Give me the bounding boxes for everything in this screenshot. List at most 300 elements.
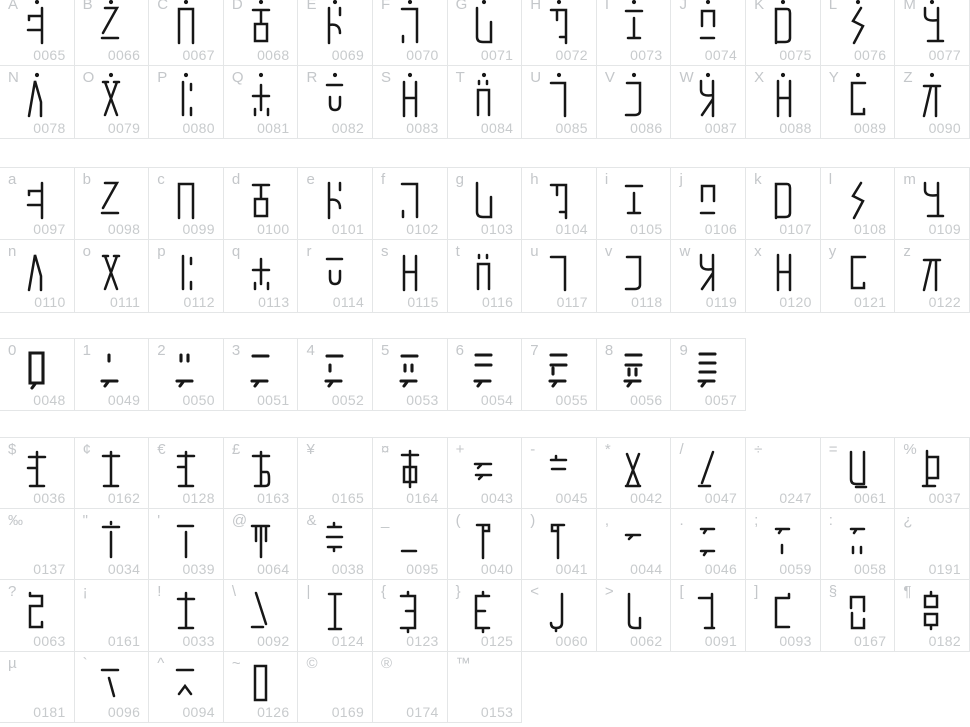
char-label: : <box>828 511 833 529</box>
char-glyph <box>240 343 282 395</box>
char-glyph <box>240 0 282 49</box>
char-label: Q <box>231 69 244 86</box>
char-cell-0118 <box>597 240 672 313</box>
char-code: 0047 <box>704 489 738 506</box>
char-label: o <box>82 243 91 260</box>
char-code: 0038 <box>331 561 365 577</box>
char-code: 0063 <box>33 632 66 649</box>
char-code: 0115 <box>407 294 439 310</box>
char-glyph <box>613 0 655 49</box>
char-cell-0125 <box>448 580 523 652</box>
char-code: 0174 <box>406 704 439 720</box>
char-label: ) <box>530 511 536 529</box>
char-cell-0074 <box>671 0 746 66</box>
char-cell-0053 <box>373 338 448 411</box>
char-glyph <box>165 343 207 395</box>
char-glyph <box>16 442 58 494</box>
char-label: µ <box>8 654 17 672</box>
char-label: H <box>530 0 542 13</box>
char-code: 0052 <box>331 392 365 408</box>
char-label: , <box>604 511 610 529</box>
char-label: ^ <box>157 654 165 672</box>
char-glyph <box>911 172 953 224</box>
char-code: 0033 <box>182 632 215 649</box>
char-code: 0088 <box>779 120 812 136</box>
char-glyph <box>16 343 58 395</box>
char-label: v <box>604 243 613 260</box>
char-cell-0039 <box>149 509 224 581</box>
char-label: = <box>828 441 838 458</box>
char-glyph <box>463 584 505 636</box>
char-glyph <box>389 343 431 395</box>
char-code: 0053 <box>406 392 439 408</box>
char-code: 0109 <box>928 221 961 237</box>
char-code: 0153 <box>480 704 514 720</box>
char-glyph <box>90 442 132 494</box>
char-label: 0 <box>8 342 17 359</box>
char-glyph <box>240 442 282 494</box>
digits-section <box>0 338 970 411</box>
char-glyph <box>90 70 132 122</box>
char-label: [ <box>679 583 684 600</box>
char-code: 0114 <box>332 294 365 310</box>
char-glyph <box>389 172 431 224</box>
char-code: 0064 <box>257 561 290 577</box>
char-cell-0042 <box>597 437 672 509</box>
char-code: 0089 <box>853 120 887 136</box>
char-row <box>0 66 970 139</box>
char-cell-0181 <box>0 652 75 724</box>
char-label: ] <box>754 583 759 600</box>
char-cell-0049 <box>75 338 150 411</box>
char-code: 0077 <box>928 47 961 63</box>
char-label: m <box>903 171 916 188</box>
char-code: 0072 <box>555 47 588 63</box>
char-code: 0110 <box>34 294 66 310</box>
char-cell-0108 <box>821 167 896 240</box>
char-cell-0122 <box>895 240 970 313</box>
char-code: 0091 <box>704 632 738 649</box>
char-glyph <box>240 244 282 296</box>
char-code: 0062 <box>630 632 663 649</box>
char-label: ' <box>157 511 161 529</box>
char-code: 0101 <box>331 221 365 237</box>
char-cell-0080 <box>149 66 224 139</box>
char-code: 0056 <box>630 392 663 408</box>
char-cell-0164 <box>373 437 448 509</box>
char-code: 0087 <box>704 120 738 136</box>
char-cell-0038 <box>298 509 373 581</box>
char-glyph <box>613 343 655 395</box>
char-cell-0069 <box>298 0 373 66</box>
char-cell-0110 <box>0 240 75 313</box>
char-cell-0041 <box>522 509 597 581</box>
char-row <box>0 338 970 411</box>
char-cell-0100 <box>224 167 299 240</box>
char-cell-0247 <box>746 437 821 509</box>
char-cell-0111 <box>75 240 150 313</box>
char-glyph <box>463 244 505 296</box>
char-label: W <box>679 69 694 86</box>
char-code: 0083 <box>406 120 439 136</box>
char-label: . <box>679 511 684 529</box>
char-row <box>0 580 970 652</box>
char-cell-0105 <box>597 167 672 240</box>
char-code: 0075 <box>779 47 812 63</box>
char-glyph <box>538 343 580 395</box>
char-cell-0046 <box>671 509 746 581</box>
char-label: P <box>157 69 168 86</box>
lowercase-section <box>0 167 970 313</box>
char-cell-0128 <box>149 437 224 509</box>
char-label: k <box>754 171 762 188</box>
char-label: 7 <box>530 342 539 359</box>
char-glyph <box>240 172 282 224</box>
char-label: _ <box>381 511 390 529</box>
char-cell-0078 <box>0 66 75 139</box>
char-code: 0125 <box>480 632 514 649</box>
char-cell-0121 <box>821 240 896 313</box>
char-cell-0088 <box>746 66 821 139</box>
char-cell-0071 <box>448 0 523 66</box>
char-cell-0090 <box>895 66 970 139</box>
char-label: T <box>455 69 465 86</box>
char-cell-0044 <box>597 509 672 581</box>
char-cell-0079 <box>75 66 150 139</box>
char-label: £ <box>231 441 241 458</box>
char-code: 0181 <box>33 704 66 720</box>
char-row <box>0 652 970 724</box>
char-label: © <box>306 654 318 672</box>
char-code: 0080 <box>182 120 215 136</box>
char-code: 0044 <box>630 561 663 577</box>
char-glyph <box>240 70 282 122</box>
char-cell-0123 <box>373 580 448 652</box>
char-glyph <box>389 513 431 565</box>
char-code: 0045 <box>555 489 588 506</box>
char-glyph <box>762 0 804 49</box>
char-glyph <box>613 513 655 565</box>
char-cell-0077 <box>895 0 970 66</box>
char-code: 0108 <box>853 221 887 237</box>
char-cell-0068 <box>224 0 299 66</box>
char-glyph <box>837 0 879 49</box>
char-cell-0102 <box>373 167 448 240</box>
char-cell-0067 <box>149 0 224 66</box>
char-label: 4 <box>306 342 315 359</box>
char-label: U <box>530 69 542 86</box>
char-glyph <box>90 172 132 224</box>
uppercase-section <box>0 0 970 139</box>
char-label: z <box>903 243 911 260</box>
char-cell-0056 <box>597 338 672 411</box>
char-label: N <box>8 69 19 86</box>
char-code: 0061 <box>853 489 887 506</box>
char-cell-0112 <box>149 240 224 313</box>
char-cell-0064 <box>224 509 299 581</box>
char-label: i <box>604 171 609 188</box>
char-cell-0167 <box>821 580 896 652</box>
char-cell-0101 <box>298 167 373 240</box>
char-label: - <box>530 441 536 458</box>
char-glyph <box>389 244 431 296</box>
char-glyph <box>538 584 580 636</box>
char-code: 0082 <box>331 120 365 136</box>
char-code: 0095 <box>406 561 439 577</box>
char-label: 2 <box>157 342 166 359</box>
char-glyph <box>613 442 655 494</box>
char-code: 0076 <box>853 47 887 63</box>
char-label: \ <box>231 583 236 600</box>
char-glyph <box>90 0 132 49</box>
char-glyph <box>463 343 505 395</box>
char-glyph <box>762 244 804 296</box>
char-cell-0076 <box>821 0 896 66</box>
char-cell-0165 <box>298 437 373 509</box>
char-label: f <box>381 171 386 188</box>
char-glyph <box>538 172 580 224</box>
char-label: % <box>903 441 917 458</box>
char-label: l <box>828 171 833 188</box>
char-code: 0137 <box>33 561 66 577</box>
char-glyph <box>762 70 804 122</box>
char-cell-0182 <box>895 580 970 652</box>
char-label: § <box>828 583 838 600</box>
char-label: 5 <box>381 342 390 359</box>
char-label: h <box>530 171 539 188</box>
char-cell-0096 <box>75 652 150 724</box>
char-code: 0037 <box>928 489 961 506</box>
char-label: y <box>828 243 837 260</box>
char-glyph <box>389 70 431 122</box>
char-label: r <box>306 243 312 260</box>
char-code: 0247 <box>779 489 812 506</box>
char-cell-0057 <box>671 338 746 411</box>
char-glyph <box>613 70 655 122</box>
char-glyph <box>16 244 58 296</box>
char-code: 0078 <box>33 120 66 136</box>
char-code: 0058 <box>853 561 887 577</box>
char-code: 0043 <box>480 489 514 506</box>
char-glyph <box>613 244 655 296</box>
char-glyph <box>463 172 505 224</box>
char-cell-0120 <box>746 240 821 313</box>
char-cell-0048 <box>0 338 75 411</box>
char-label: ¤ <box>381 441 390 458</box>
char-label: & <box>306 511 317 529</box>
char-code: 0070 <box>406 47 439 63</box>
char-cell-0153 <box>448 652 523 724</box>
char-code: 0120 <box>779 294 812 310</box>
char-glyph <box>538 0 580 49</box>
char-code: 0163 <box>257 489 290 506</box>
char-cell-0066 <box>75 0 150 66</box>
char-cell-0097 <box>0 167 75 240</box>
char-glyph <box>687 244 729 296</box>
char-label: Y <box>828 69 839 86</box>
char-glyph <box>165 172 207 224</box>
char-code: 0079 <box>107 120 141 136</box>
char-label: g <box>455 171 464 188</box>
char-cell-0092 <box>224 580 299 652</box>
char-code: 0057 <box>704 392 738 408</box>
char-cell-0109 <box>895 167 970 240</box>
char-code: 0086 <box>630 120 663 136</box>
char-code: 0096 <box>107 704 141 720</box>
char-cell-0162 <box>75 437 150 509</box>
char-row <box>0 437 970 509</box>
char-glyph <box>837 70 879 122</box>
char-glyph <box>837 513 879 565</box>
char-glyph <box>165 244 207 296</box>
char-label: u <box>530 243 539 260</box>
char-cell-0081 <box>224 66 299 139</box>
char-glyph <box>314 70 356 122</box>
char-glyph <box>240 513 282 565</box>
char-cell-0050 <box>149 338 224 411</box>
char-glyph <box>165 656 207 708</box>
char-code: 0167 <box>853 632 887 649</box>
char-code: 0085 <box>555 120 588 136</box>
char-label: e <box>306 171 315 188</box>
char-label: ~ <box>231 654 241 672</box>
char-label: a <box>8 171 17 188</box>
char-code: 0122 <box>928 294 961 310</box>
char-glyph <box>538 70 580 122</box>
char-cell-0163 <box>224 437 299 509</box>
char-code: 0097 <box>33 221 66 237</box>
char-code: 0126 <box>257 704 290 720</box>
char-cell-0113 <box>224 240 299 313</box>
char-code: 0118 <box>631 294 663 310</box>
char-code: 0054 <box>480 392 514 408</box>
char-cell-0103 <box>448 167 523 240</box>
char-cell-0063 <box>0 580 75 652</box>
char-cell-0119 <box>671 240 746 313</box>
char-cell-0091 <box>671 580 746 652</box>
char-label: E <box>306 0 317 13</box>
char-cell-0169 <box>298 652 373 724</box>
char-label: * <box>604 441 611 458</box>
char-label: ` <box>82 654 88 672</box>
char-cell-0082 <box>298 66 373 139</box>
char-glyph <box>314 244 356 296</box>
char-code: 0090 <box>928 120 961 136</box>
char-code: 0074 <box>704 47 738 63</box>
char-label: R <box>306 69 318 86</box>
char-label: s <box>381 243 389 260</box>
char-glyph <box>389 584 431 636</box>
char-row <box>0 240 970 313</box>
char-cell-0161 <box>75 580 150 652</box>
char-label: 3 <box>231 342 241 359</box>
char-cell-0034 <box>75 509 150 581</box>
char-glyph <box>314 172 356 224</box>
char-code: 0107 <box>779 221 812 237</box>
char-glyph <box>911 0 953 49</box>
char-label: + <box>455 441 465 458</box>
char-label: ¢ <box>82 441 91 458</box>
char-label: L <box>828 0 838 13</box>
char-cell-0065 <box>0 0 75 66</box>
char-code: 0065 <box>33 47 66 63</box>
char-glyph <box>90 343 132 395</box>
char-glyph <box>911 244 953 296</box>
char-cell-0072 <box>522 0 597 66</box>
char-cell-0137 <box>0 509 75 581</box>
char-glyph <box>463 0 505 49</box>
char-code: 0042 <box>630 489 663 506</box>
char-code: 0191 <box>928 561 961 577</box>
char-cell-0093 <box>746 580 821 652</box>
char-code: 0034 <box>107 561 141 577</box>
char-glyph <box>165 442 207 494</box>
char-cell-0087 <box>671 66 746 139</box>
char-glyph <box>90 656 132 708</box>
char-code: 0059 <box>779 561 812 577</box>
char-label: ( <box>455 511 461 529</box>
char-glyph <box>538 442 580 494</box>
char-label: ¥ <box>306 441 315 458</box>
char-label: n <box>8 243 17 260</box>
char-label: M <box>903 0 916 13</box>
char-code: 0036 <box>33 489 66 506</box>
char-label: j <box>679 171 683 188</box>
char-code: 0169 <box>331 704 365 720</box>
char-cell-0062 <box>597 580 672 652</box>
char-glyph <box>762 513 804 565</box>
char-code: 0041 <box>555 561 588 577</box>
char-code: 0081 <box>257 120 290 136</box>
char-glyph <box>687 584 729 636</box>
char-label: ? <box>8 583 17 600</box>
char-label: I <box>604 0 610 13</box>
char-code: 0112 <box>183 294 215 310</box>
char-glyph <box>687 0 729 49</box>
char-row <box>0 167 970 240</box>
char-cell-0107 <box>746 167 821 240</box>
char-label: € <box>157 441 166 458</box>
char-glyph <box>613 172 655 224</box>
char-code: 0128 <box>182 489 215 506</box>
char-label: G <box>455 0 468 13</box>
char-label: Z <box>903 69 913 86</box>
char-cell-0084 <box>448 66 523 139</box>
char-label: ; <box>754 511 759 529</box>
char-cell-0036 <box>0 437 75 509</box>
char-label: J <box>679 0 687 13</box>
char-glyph <box>16 172 58 224</box>
char-code: 0106 <box>704 221 738 237</box>
char-label: / <box>679 441 684 458</box>
char-cell-0124 <box>298 580 373 652</box>
char-glyph <box>762 584 804 636</box>
char-row <box>0 0 970 66</box>
char-code: 0060 <box>555 632 588 649</box>
char-label: { <box>381 583 387 600</box>
char-cell-0075 <box>746 0 821 66</box>
char-cell-0089 <box>821 66 896 139</box>
char-code: 0116 <box>481 294 514 310</box>
char-glyph <box>165 513 207 565</box>
char-glyph <box>538 244 580 296</box>
char-label: B <box>82 0 93 13</box>
char-label: x <box>754 243 762 260</box>
char-label: t <box>455 243 460 260</box>
char-code: 0123 <box>406 632 439 649</box>
char-code: 0161 <box>107 632 141 649</box>
char-label: ¿ <box>903 511 913 529</box>
